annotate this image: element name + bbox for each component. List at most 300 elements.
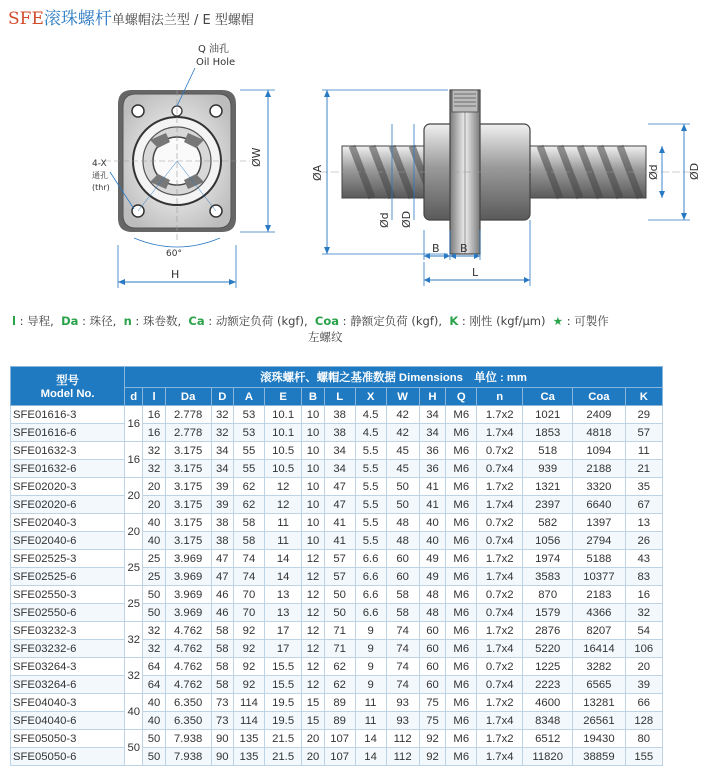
table-cell: 62 bbox=[324, 676, 355, 694]
table-cell: 5.5 bbox=[355, 442, 386, 460]
table-cell: M6 bbox=[446, 748, 477, 766]
table-cell: 39 bbox=[211, 496, 233, 514]
table-row bbox=[11, 640, 663, 658]
table-cell: 32 bbox=[211, 424, 233, 442]
table-cell: M6 bbox=[446, 406, 477, 424]
table-cell: 32 bbox=[211, 406, 233, 424]
column-header-h: H bbox=[419, 388, 446, 406]
table-cell: 55 bbox=[234, 442, 265, 460]
table-cell: 6.350 bbox=[165, 712, 211, 730]
column-header-d: D bbox=[211, 388, 233, 406]
dim-h-label: H bbox=[171, 268, 180, 281]
dim-small-d-label: Ød bbox=[378, 212, 391, 228]
table-cell: 17 bbox=[264, 640, 301, 658]
table-cell: 12 bbox=[302, 568, 324, 586]
table-cell: M6 bbox=[446, 586, 477, 604]
table-cell: 1225 bbox=[523, 658, 573, 676]
table-cell: 16 bbox=[143, 424, 165, 442]
table-cell: 26 bbox=[625, 532, 662, 550]
brand-name: SFE bbox=[8, 9, 44, 29]
table-cell: 3.175 bbox=[165, 496, 211, 514]
table-cell: 74 bbox=[386, 622, 419, 640]
table-cell: 4.5 bbox=[355, 424, 386, 442]
table-cell: 34 bbox=[419, 406, 446, 424]
table-cell: 34 bbox=[211, 442, 233, 460]
table-cell: 92 bbox=[234, 676, 265, 694]
table-cell: 4366 bbox=[573, 604, 625, 622]
table-cell: 15.5 bbox=[264, 676, 301, 694]
table-cell: 11820 bbox=[523, 748, 573, 766]
table-cell: 1974 bbox=[523, 550, 573, 568]
flange-front-view bbox=[105, 68, 275, 288]
diameter-cell: 20 bbox=[125, 514, 143, 550]
table-cell: 16 bbox=[143, 406, 165, 424]
table-cell: 26561 bbox=[573, 712, 625, 730]
table-cell: 5.5 bbox=[355, 514, 386, 532]
model-cell: SFE01616-6 bbox=[11, 424, 125, 442]
table-cell: 60 bbox=[386, 568, 419, 586]
table-cell: 6.6 bbox=[355, 568, 386, 586]
angle-label: 60° bbox=[166, 249, 182, 259]
model-cell: SFE01616-3 bbox=[11, 406, 125, 424]
table-cell: 14 bbox=[355, 748, 386, 766]
table-cell: 3.969 bbox=[165, 604, 211, 622]
table-cell: 135 bbox=[234, 730, 265, 748]
table-cell: 10 bbox=[302, 442, 324, 460]
model-cell: SFE04040-3 bbox=[11, 694, 125, 712]
model-cell: SFE05050-3 bbox=[11, 730, 125, 748]
table-row bbox=[11, 442, 663, 460]
nut-side-view bbox=[320, 90, 690, 286]
table-cell: 0.7x2 bbox=[477, 586, 523, 604]
table-cell: 114 bbox=[234, 694, 265, 712]
table-cell: 58 bbox=[234, 514, 265, 532]
table-cell: 73 bbox=[211, 712, 233, 730]
table-cell: 1021 bbox=[523, 406, 573, 424]
table-cell: 2.778 bbox=[165, 406, 211, 424]
table-cell: 0.7x2 bbox=[477, 442, 523, 460]
table-cell: 49 bbox=[419, 568, 446, 586]
table-cell: 3.175 bbox=[165, 442, 211, 460]
table-cell: 46 bbox=[211, 586, 233, 604]
table-cell: 42 bbox=[386, 424, 419, 442]
table-cell: 29 bbox=[625, 406, 662, 424]
table-cell: 41 bbox=[419, 496, 446, 514]
table-cell: 11 bbox=[355, 712, 386, 730]
table-cell: 9 bbox=[355, 640, 386, 658]
table-cell: 11 bbox=[355, 694, 386, 712]
model-cell: SFE02550-3 bbox=[11, 586, 125, 604]
table-cell: M6 bbox=[446, 532, 477, 550]
table-row bbox=[11, 586, 663, 604]
table-cell: 93 bbox=[386, 694, 419, 712]
model-cell: SFE01632-3 bbox=[11, 442, 125, 460]
table-cell: 43 bbox=[625, 550, 662, 568]
legend-key: Da bbox=[61, 314, 79, 328]
legend-key: l bbox=[12, 314, 16, 328]
table-cell: 89 bbox=[324, 712, 355, 730]
table-row bbox=[11, 496, 663, 514]
table-cell: 12 bbox=[302, 640, 324, 658]
table-cell: 20 bbox=[625, 658, 662, 676]
table-cell: 2876 bbox=[523, 622, 573, 640]
table-cell: 62 bbox=[234, 496, 265, 514]
table-cell: 54 bbox=[625, 622, 662, 640]
table-cell: 107 bbox=[324, 730, 355, 748]
legend-text: 静额定负荷 (kgf), bbox=[350, 314, 443, 328]
table-cell: 5.5 bbox=[355, 532, 386, 550]
table-cell: 112 bbox=[386, 748, 419, 766]
table-cell: 19.5 bbox=[264, 694, 301, 712]
table-cell: 20 bbox=[143, 496, 165, 514]
table-cell: 14 bbox=[355, 730, 386, 748]
table-cell: 48 bbox=[386, 514, 419, 532]
table-row bbox=[11, 514, 663, 532]
table-cell: 90 bbox=[211, 730, 233, 748]
table-cell: 45 bbox=[386, 460, 419, 478]
table-cell: 3.175 bbox=[165, 478, 211, 496]
legend-text: 刚性 (kgf/μm) bbox=[469, 314, 546, 328]
table-cell: 8348 bbox=[523, 712, 573, 730]
table-cell: 21 bbox=[625, 460, 662, 478]
table-cell: 12 bbox=[302, 676, 324, 694]
table-cell: 50 bbox=[143, 730, 165, 748]
table-row bbox=[11, 568, 663, 586]
table-cell: M6 bbox=[446, 424, 477, 442]
table-cell: 58 bbox=[211, 622, 233, 640]
table-cell: 66 bbox=[625, 694, 662, 712]
table-cell: 4818 bbox=[573, 424, 625, 442]
table-cell: 60 bbox=[419, 622, 446, 640]
table-cell: 10377 bbox=[573, 568, 625, 586]
table-cell: 58 bbox=[386, 604, 419, 622]
table-cell: 67 bbox=[625, 496, 662, 514]
table-cell: 60 bbox=[386, 550, 419, 568]
table-cell: 70 bbox=[234, 586, 265, 604]
table-row bbox=[11, 550, 663, 568]
diameter-cell: 32 bbox=[125, 658, 143, 694]
table-cell: 71 bbox=[324, 640, 355, 658]
legend-key: Ca bbox=[188, 314, 205, 328]
table-cell: 9 bbox=[355, 622, 386, 640]
legend-text: 珠卷数, bbox=[142, 314, 182, 328]
table-cell: 21.5 bbox=[264, 730, 301, 748]
table-cell: M6 bbox=[446, 622, 477, 640]
legend-text: 可製作 bbox=[574, 314, 609, 328]
table-cell: 11 bbox=[625, 442, 662, 460]
bolt-hole-label: 4-X bbox=[92, 159, 107, 169]
table-cell: 75 bbox=[419, 694, 446, 712]
table-cell: 60 bbox=[419, 640, 446, 658]
table-cell: 135 bbox=[234, 748, 265, 766]
table-cell: 60 bbox=[419, 676, 446, 694]
table-cell: 1579 bbox=[523, 604, 573, 622]
table-cell: 40 bbox=[143, 694, 165, 712]
table-cell: 155 bbox=[625, 748, 662, 766]
table-cell: 10.5 bbox=[264, 442, 301, 460]
table-cell: 11 bbox=[264, 514, 301, 532]
table-cell: 16414 bbox=[573, 640, 625, 658]
table-cell: 36 bbox=[419, 460, 446, 478]
table-cell: 3.969 bbox=[165, 550, 211, 568]
table-cell: 83 bbox=[625, 568, 662, 586]
product-subtitle: 单螺帽法兰型 / E 型螺帽 bbox=[111, 13, 254, 28]
table-cell: M6 bbox=[446, 712, 477, 730]
table-cell: 518 bbox=[523, 442, 573, 460]
table-cell: 41 bbox=[324, 532, 355, 550]
technical-drawing bbox=[0, 30, 720, 300]
table-cell: 38 bbox=[211, 532, 233, 550]
table-cell: 2794 bbox=[573, 532, 625, 550]
table-cell: 0.7x4 bbox=[477, 532, 523, 550]
table-cell: 1.7x2 bbox=[477, 622, 523, 640]
dim-right-d-label: Ød bbox=[647, 164, 660, 180]
legend-key: n bbox=[123, 314, 132, 328]
table-row bbox=[11, 658, 663, 676]
table-cell: 10 bbox=[302, 460, 324, 478]
column-header-q: Q bbox=[446, 388, 477, 406]
table-cell: 2.778 bbox=[165, 424, 211, 442]
table-cell: 13 bbox=[625, 514, 662, 532]
table-cell: 2223 bbox=[523, 676, 573, 694]
table-cell: M6 bbox=[446, 478, 477, 496]
model-cell: SFE03264-3 bbox=[11, 658, 125, 676]
table-row bbox=[11, 676, 663, 694]
dim-w-label: ØW bbox=[250, 147, 263, 167]
diameter-cell: 32 bbox=[125, 622, 143, 658]
table-cell: 21.5 bbox=[264, 748, 301, 766]
table-row bbox=[11, 712, 663, 730]
column-header-l: l bbox=[143, 388, 165, 406]
table-cell: 12 bbox=[302, 550, 324, 568]
table-cell: 1.7x4 bbox=[477, 568, 523, 586]
column-header-b: B bbox=[302, 388, 324, 406]
table-cell: 3.969 bbox=[165, 568, 211, 586]
table-cell: M6 bbox=[446, 658, 477, 676]
table-cell: 50 bbox=[324, 604, 355, 622]
dim-l-label: L bbox=[472, 266, 479, 279]
table-cell: 6.350 bbox=[165, 694, 211, 712]
column-header-da: Da bbox=[165, 388, 211, 406]
table-cell: 39 bbox=[211, 478, 233, 496]
column-header-d: d bbox=[125, 388, 143, 406]
model-cell: SFE02040-6 bbox=[11, 532, 125, 550]
table-cell: 75 bbox=[419, 712, 446, 730]
table-cell: 4.762 bbox=[165, 640, 211, 658]
table-cell: 0.7x4 bbox=[477, 604, 523, 622]
table-cell: M6 bbox=[446, 730, 477, 748]
table-cell: 50 bbox=[386, 478, 419, 496]
table-cell: 42 bbox=[386, 406, 419, 424]
table-cell: 14 bbox=[264, 550, 301, 568]
table-cell: 8207 bbox=[573, 622, 625, 640]
table-cell: 64 bbox=[143, 676, 165, 694]
table-cell: 74 bbox=[234, 568, 265, 586]
table-cell: 46 bbox=[211, 604, 233, 622]
legend-key: Coa bbox=[314, 314, 340, 328]
table-cell: 32 bbox=[625, 604, 662, 622]
column-header-l: L bbox=[324, 388, 355, 406]
table-cell: 1.7x4 bbox=[477, 424, 523, 442]
table-cell: 12 bbox=[264, 478, 301, 496]
table-cell: 34 bbox=[324, 460, 355, 478]
table-cell: 50 bbox=[143, 586, 165, 604]
legend-text: 动额定负荷 (kgf), bbox=[215, 314, 308, 328]
dim-a-label: ØA bbox=[311, 164, 324, 181]
table-cell: 40 bbox=[419, 514, 446, 532]
table-cell: 0.7x2 bbox=[477, 658, 523, 676]
table-cell: 14 bbox=[264, 568, 301, 586]
table-cell: 5188 bbox=[573, 550, 625, 568]
table-cell: 10 bbox=[302, 424, 324, 442]
table-cell: 10 bbox=[302, 496, 324, 514]
table-cell: 1.7x4 bbox=[477, 712, 523, 730]
table-cell: M6 bbox=[446, 442, 477, 460]
table-cell: 16 bbox=[625, 586, 662, 604]
table-cell: 10.1 bbox=[264, 406, 301, 424]
legend-text: 珠径, bbox=[89, 314, 117, 328]
table-cell: 62 bbox=[234, 478, 265, 496]
model-cell: SFE03264-6 bbox=[11, 676, 125, 694]
table-cell: 3.175 bbox=[165, 514, 211, 532]
table-cell: 6565 bbox=[573, 676, 625, 694]
table-cell: M6 bbox=[446, 694, 477, 712]
table-cell: 11 bbox=[264, 532, 301, 550]
table-cell: 1853 bbox=[523, 424, 573, 442]
table-cell: 6.6 bbox=[355, 586, 386, 604]
table-cell: 9 bbox=[355, 676, 386, 694]
column-header-a: A bbox=[234, 388, 265, 406]
table-cell: 870 bbox=[523, 586, 573, 604]
table-cell: 47 bbox=[211, 568, 233, 586]
table-cell: 939 bbox=[523, 460, 573, 478]
table-cell: 5.5 bbox=[355, 478, 386, 496]
table-cell: M6 bbox=[446, 514, 477, 532]
diameter-cell: 40 bbox=[125, 694, 143, 730]
oil-hole-label-en: Oil Hole bbox=[196, 57, 236, 68]
table-cell: 1.7x2 bbox=[477, 730, 523, 748]
table-row bbox=[11, 424, 663, 442]
table-cell: 64 bbox=[143, 658, 165, 676]
table-row bbox=[11, 406, 663, 424]
table-cell: 40 bbox=[419, 532, 446, 550]
table-cell: 58 bbox=[211, 658, 233, 676]
table-cell: 74 bbox=[386, 640, 419, 658]
table-cell: 12 bbox=[302, 622, 324, 640]
table-cell: 58 bbox=[211, 640, 233, 658]
table-cell: 40 bbox=[143, 712, 165, 730]
table-cell: 1.7x2 bbox=[477, 550, 523, 568]
table-cell: 80 bbox=[625, 730, 662, 748]
table-cell: 1.7x2 bbox=[477, 478, 523, 496]
table-cell: 3.969 bbox=[165, 586, 211, 604]
table-cell: 0.7x4 bbox=[477, 460, 523, 478]
table-cell: 19430 bbox=[573, 730, 625, 748]
table-cell: 53 bbox=[234, 406, 265, 424]
table-cell: 39 bbox=[625, 676, 662, 694]
table-cell: 58 bbox=[234, 532, 265, 550]
bolt-hole-through-en: (thr) bbox=[92, 183, 110, 192]
table-cell: 74 bbox=[386, 676, 419, 694]
table-cell: 6512 bbox=[523, 730, 573, 748]
table-cell: 32 bbox=[143, 460, 165, 478]
table-cell: M6 bbox=[446, 460, 477, 478]
table-cell: 92 bbox=[234, 640, 265, 658]
table-cell: 49 bbox=[419, 550, 446, 568]
table-cell: 9 bbox=[355, 658, 386, 676]
table-cell: 40 bbox=[143, 514, 165, 532]
table-cell: 1397 bbox=[573, 514, 625, 532]
table-cell: 10.1 bbox=[264, 424, 301, 442]
table-cell: 6.6 bbox=[355, 604, 386, 622]
table-cell: 48 bbox=[386, 532, 419, 550]
table-cell: M6 bbox=[446, 568, 477, 586]
table-cell: 3.175 bbox=[165, 532, 211, 550]
table-cell: 4600 bbox=[523, 694, 573, 712]
model-header-en: Model No. bbox=[40, 388, 95, 400]
table-cell: 13 bbox=[264, 586, 301, 604]
table-cell: 57 bbox=[625, 424, 662, 442]
model-cell: SFE01632-6 bbox=[11, 460, 125, 478]
model-cell: SFE02040-3 bbox=[11, 514, 125, 532]
model-cell: SFE02020-6 bbox=[11, 496, 125, 514]
legend: l : 导程, Da : 珠径, n : 珠卷数, Ca : 动额定负荷 (kgf), Coa : 静额定负荷 (kgf), K : 刚性 (kgf/μm) ★ : 可製作 左螺纹 bbox=[12, 313, 692, 345]
table-cell: 70 bbox=[234, 604, 265, 622]
table-cell: 0.7x4 bbox=[477, 676, 523, 694]
table-cell: 10.5 bbox=[264, 460, 301, 478]
table-cell: 47 bbox=[324, 478, 355, 496]
table-cell: 60 bbox=[419, 658, 446, 676]
table-cell: 6.6 bbox=[355, 550, 386, 568]
table-cell: 2183 bbox=[573, 586, 625, 604]
table-cell: 47 bbox=[211, 550, 233, 568]
table-cell: 48 bbox=[419, 586, 446, 604]
table-cell: 41 bbox=[419, 478, 446, 496]
model-cell: SFE02525-3 bbox=[11, 550, 125, 568]
table-cell: 25 bbox=[143, 550, 165, 568]
table-cell: 50 bbox=[143, 604, 165, 622]
table-row bbox=[11, 622, 663, 640]
diameter-cell: 20 bbox=[125, 478, 143, 514]
table-cell: 48 bbox=[419, 604, 446, 622]
table-cell: 38 bbox=[324, 406, 355, 424]
table-cell: 582 bbox=[523, 514, 573, 532]
table-cell: 1321 bbox=[523, 478, 573, 496]
table-cell: 12 bbox=[302, 586, 324, 604]
column-header-coa: Coa bbox=[573, 388, 625, 406]
column-header-w: W bbox=[386, 388, 419, 406]
table-cell: M6 bbox=[446, 496, 477, 514]
table-cell: 1.7x2 bbox=[477, 406, 523, 424]
table-cell: 12 bbox=[302, 658, 324, 676]
table-cell: 38 bbox=[211, 514, 233, 532]
table-cell: 90 bbox=[211, 748, 233, 766]
bolt-hole-through-zh: 通孔 bbox=[92, 171, 108, 180]
table-cell: 34 bbox=[419, 424, 446, 442]
table-cell: 12 bbox=[302, 604, 324, 622]
table-cell: 62 bbox=[324, 658, 355, 676]
model-header-zh: 型号 bbox=[56, 375, 79, 387]
table-cell: 20 bbox=[302, 748, 324, 766]
table-cell: 40 bbox=[143, 532, 165, 550]
column-header-n: n bbox=[477, 388, 523, 406]
table-cell: 19.5 bbox=[264, 712, 301, 730]
table-cell: M6 bbox=[446, 550, 477, 568]
table-cell: M6 bbox=[446, 604, 477, 622]
table-cell: 1.7x4 bbox=[477, 748, 523, 766]
table-cell: 0.7x2 bbox=[477, 514, 523, 532]
table-cell: 41 bbox=[324, 514, 355, 532]
